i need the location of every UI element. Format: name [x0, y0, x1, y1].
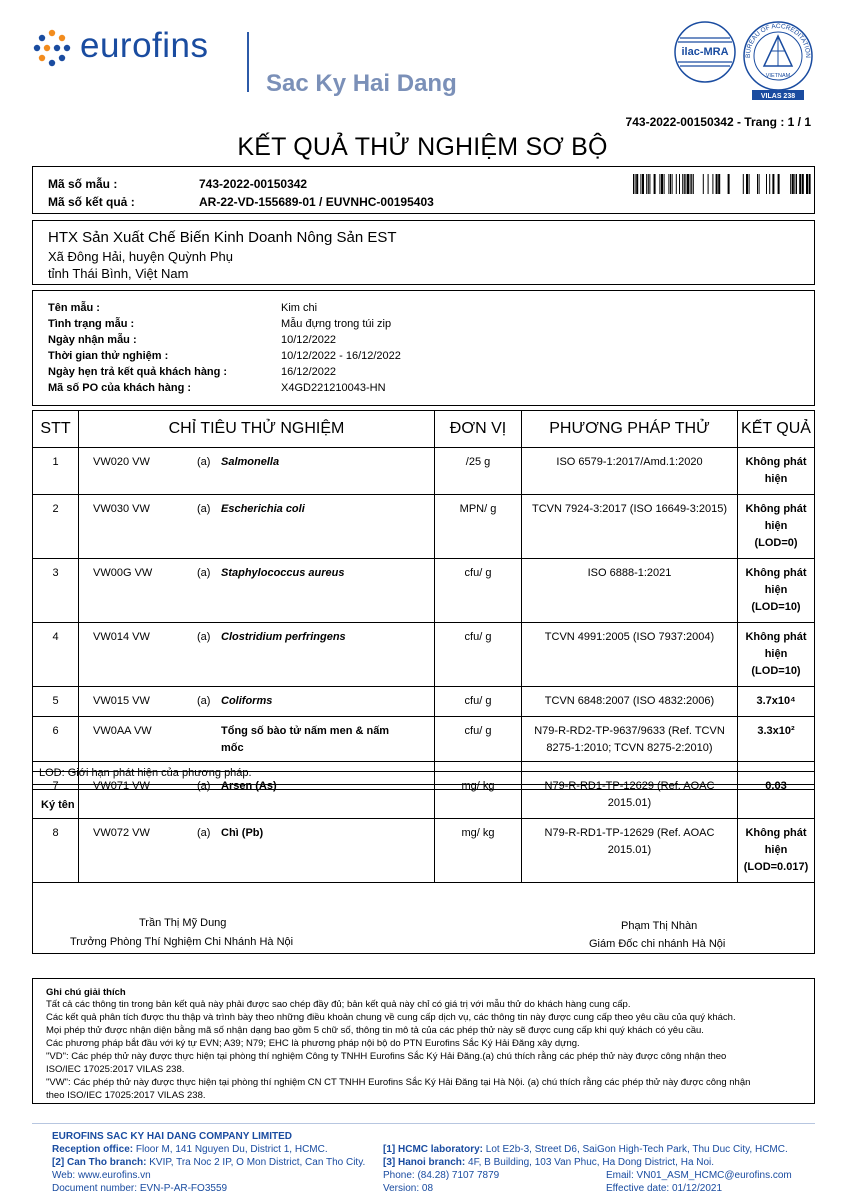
notes-title: Ghi chú giải thích [46, 987, 126, 998]
brand-name: eurofins [80, 26, 209, 65]
test-code: VW071 VW [93, 780, 150, 792]
test-qualifier: (a) [197, 567, 211, 579]
test-code: VW015 VW [93, 695, 150, 707]
row-test [79, 687, 435, 717]
sample-condition-label: Tình trạng mẫu : [48, 318, 135, 330]
footer-effective-date: Effective date: 01/12/2021 [606, 1183, 723, 1194]
test-period-label: Thời gian thử nghiệm : [48, 350, 169, 362]
right-signer-title: Giám Đốc chi nhánh Hà Nội [589, 938, 726, 950]
note-line: Các phương pháp bắt đầu với ký tự EVN; A39; N79; EHC là phương pháp nội bộ do PTN Eurofins Sắc Ký Hải Đăng xây dựng. [46, 1038, 580, 1049]
footer-hanoi-label: [3] Hanoi branch: [383, 1157, 466, 1168]
explanatory-notes-box [32, 978, 815, 1104]
row-stt: 5 [33, 687, 79, 717]
lod-note: LOD: Giới hạn phát hiện của phương pháp. [39, 767, 252, 779]
table-row [33, 495, 815, 559]
footer-hanoi [383, 1157, 714, 1168]
row-stt: 8 [33, 819, 79, 883]
row-unit: cfu/ g [435, 687, 522, 717]
row-result: Không phát hiện [738, 448, 815, 495]
test-name: Chì (Pb) [221, 827, 264, 839]
row-result: 3.7x10⁴ [738, 687, 815, 717]
row-method: TCVN 6848:2007 (ISO 4832:2006) [522, 687, 738, 717]
note-line: Các kết quả phân tích được thu thập và trình bày theo những điều khoản chung về cung cấp dịch vụ, các thông tin này được cung cấp theo yêu cầu của quý khách. [46, 1012, 736, 1023]
client-address-line1: Xã Đông Hải, huyện Quỳnh Phụ [48, 249, 234, 264]
footer-company: EUROFINS SAC KY HAI DANG COMPANY LIMITED [52, 1131, 293, 1142]
footer-reception-address: Floor M, 141 Nguyen Du, District 1, HCMC. [135, 1144, 328, 1155]
eurofins-dots-icon [32, 28, 72, 68]
table-header-row [33, 411, 815, 448]
sample-no-value: 743-2022-00150342 [199, 177, 308, 191]
test-code: VW014 VW [93, 631, 150, 643]
header-test: CHỈ TIÊU THỬ NGHIỆM [79, 411, 435, 448]
row-result: Không phát hiện (LOD=0.017) [738, 819, 815, 883]
test-qualifier: (a) [197, 456, 211, 468]
page-reference: 743-2022-00150342 - Trang : 1 / 1 [625, 115, 811, 129]
row-unit: cfu/ g [435, 559, 522, 623]
logo-divider [247, 32, 249, 92]
test-qualifier: (a) [197, 695, 211, 707]
sample-name-value: Kim chi [281, 302, 318, 314]
row-result: Không phát hiện (LOD=10) [738, 623, 815, 687]
note-line: theo ISO/IEC 17025:2017 VILAS 238. [46, 1090, 206, 1101]
row-stt: 7 [33, 772, 79, 819]
client-box [32, 220, 815, 285]
note-line: ISO/IEC 17025:2017 VILAS 238. [46, 1064, 185, 1075]
row-result: Không phát hiện (LOD=10) [738, 559, 815, 623]
test-code: VW072 VW [93, 827, 150, 839]
row-unit: mg/ kg [435, 772, 522, 819]
sample-name-label: Tên mẫu : [48, 302, 100, 314]
footer-version: Version: 08 [383, 1183, 434, 1194]
note-line: "VD": Các phép thử này được thực hiện tại phòng thí nghiệm Công ty TNHH Eurofins Sắc Ký Hải Đăng.(a) chú thích rằng các phép thử này được công nhận theo [46, 1051, 727, 1062]
document-title: KẾT QUẢ THỬ NGHIỆM SƠ BỘ [237, 133, 608, 161]
test-qualifier: (a) [197, 780, 211, 792]
row-stt: 1 [33, 448, 79, 495]
boa-ring-text: BUREAU OF ACCREDITATION [744, 22, 812, 58]
footer-reception-label: Reception office: [52, 1144, 134, 1155]
boa-country: VIETNAM [765, 73, 791, 79]
header-unit: ĐƠN VỊ [435, 411, 522, 448]
table-row [33, 623, 815, 687]
row-result: 0.03 [738, 772, 815, 819]
test-name: Staphylococcus aureus [221, 567, 345, 579]
footer-email: Email: VN01_ASM_HCMC@eurofins.com [606, 1170, 792, 1181]
footer-docnum: Document number: EVN-P-AR-FO3559 [52, 1183, 228, 1194]
row-result: 3.3x10² [738, 717, 815, 772]
note-line: Mọi phép thử được nhận diện bằng mã số nhận dạng bao gồm 5 chữ số, thông tin mô tả của các phép thử này sẽ được cung cấp khi quý khách có yêu cầu. [46, 1025, 704, 1036]
footer-web: Web: www.eurofins.vn [52, 1170, 151, 1181]
footer-divider [32, 1123, 815, 1124]
row-stt: 2 [33, 495, 79, 559]
right-signer-name: Phạm Thị Nhàn [621, 920, 698, 932]
row-method: N79-R-RD2-TP-9637/9633 (Ref. TCVN 8275-1:2010; TCVN 8275-2:2010) [522, 717, 738, 772]
row-stt: 4 [33, 623, 79, 687]
test-code: VW00G VW [93, 567, 153, 579]
sample-no-label: Mã số mẫu : [48, 177, 118, 191]
signature-box [32, 789, 815, 954]
row-stt: 6 [33, 717, 79, 772]
test-code: VW0AA VW [93, 725, 152, 737]
footer-phone: Phone: (84.28) 7107 7879 [383, 1170, 500, 1181]
lod-note-box [32, 761, 815, 785]
boa-code: VILAS 238 [760, 93, 796, 100]
test-name: Escherichia coli [221, 503, 305, 515]
footer-hcmc-label: [1] HCMC laboratory: [383, 1144, 484, 1155]
test-name: Arsen (As) [221, 780, 277, 792]
sample-info-box [32, 290, 815, 406]
test-qualifier: (a) [197, 631, 211, 643]
po-number-label: Mã số PO của khách hàng : [48, 382, 192, 394]
po-number-value: X4GD221210043-HN [281, 382, 386, 394]
table-row [33, 448, 815, 495]
test-code: VW020 VW [93, 456, 150, 468]
sample-condition-value: Mẫu đựng trong túi zip [281, 318, 392, 330]
due-date-value: 16/12/2022 [281, 366, 337, 378]
row-test [79, 559, 435, 623]
test-name: Salmonella [221, 456, 280, 468]
header-result: KẾT QUẢ [738, 411, 815, 448]
test-name: Tổng số bào tử nấm men & nấm mốc [221, 725, 390, 754]
barcode [633, 174, 811, 194]
row-test [79, 623, 435, 687]
row-unit: MPN/ g [435, 495, 522, 559]
received-date-value: 10/12/2022 [281, 334, 337, 346]
ilac-logo-text: ilac-MRA [681, 46, 729, 58]
row-method: N79-R-RD1-TP-12629 (Ref. AOAC 2015.01) [522, 772, 738, 819]
table-row [33, 559, 815, 623]
footer-hanoi-address: 4F, B Building, 103 Van Phuc, Ha Dong District, Ha Noi. [468, 1157, 715, 1168]
row-method: TCVN 7924-3:2017 (ISO 16649-3:2015) [522, 495, 738, 559]
ilac-mra-logo [670, 20, 740, 84]
client-address-line2: tỉnh Thái Bình, Việt Nam [48, 266, 189, 281]
footer-hcmc-address: Lot E2b-3, Street D6, SaiGon High-Tech Park, Thu Duc City, HCMC. [485, 1144, 788, 1155]
row-test [79, 448, 435, 495]
test-qualifier: (a) [197, 827, 211, 839]
boa-accreditation-seal [742, 20, 814, 100]
row-method: TCVN 4991:2005 (ISO 7937:2004) [522, 623, 738, 687]
test-name: Coliforms [221, 695, 273, 707]
eurofins-logo [32, 26, 232, 70]
due-date-label: Ngày hẹn trả kết quả khách hàng : [48, 366, 228, 378]
test-name: Clostridium perfringens [221, 631, 346, 643]
result-no-value: AR-22-VD-155689-01 / EUVNHC-00195403 [199, 195, 434, 209]
note-line: "VW": Các phép thử này được thực hiện tại phòng thí nghiệm CN CT TNHH Eurofins Sắc Ký Hải Đăng tại Hà Nội. (a) chú thích rằng các phép thử này được công nhận [46, 1077, 751, 1088]
footer-cantho [52, 1157, 365, 1168]
test-period-value: 10/12/2022 - 16/12/2022 [281, 350, 401, 362]
table-row [33, 687, 815, 717]
result-no-label: Mã số kết quả : [48, 195, 135, 209]
row-test [79, 495, 435, 559]
signature-label: Ký tên [41, 799, 75, 811]
client-name: HTX Sản Xuất Chế Biến Kinh Doanh Nông Sản EST [48, 229, 397, 246]
test-code: VW030 VW [93, 503, 150, 515]
row-unit: cfu/ g [435, 623, 522, 687]
lab-name: Sac Ky Hai Dang [266, 70, 457, 97]
footer-hcmc [383, 1144, 788, 1155]
test-qualifier: (a) [197, 503, 211, 515]
row-result: Không phát hiện (LOD=0) [738, 495, 815, 559]
footer-cantho-label: [2] Can Tho branch: [52, 1157, 147, 1168]
footer-cantho-address: KVIP, Tra Noc 2 IP, O Mon District, Can Tho City. [149, 1157, 366, 1168]
left-signer-title: Trưởng Phòng Thí Nghiệm Chi Nhánh Hà Nội [70, 936, 294, 948]
row-method: ISO 6579-1:2017/Amd.1:2020 [522, 448, 738, 495]
row-method: ISO 6888-1:2021 [522, 559, 738, 623]
header-stt: STT [33, 411, 79, 448]
row-stt: 3 [33, 559, 79, 623]
row-unit: /25 g [435, 448, 522, 495]
header-method: PHƯƠNG PHÁP THỬ [522, 411, 738, 448]
note-line: Tất cả các thông tin trong bản kết quả này phải được sao chép đầy đủ; bản kết quả này chỉ có giá trị với mẫu thử do khách hàng cung cấp. [46, 999, 631, 1010]
row-unit: mg/ kg [435, 819, 522, 883]
row-method: N79-R-RD1-TP-12629 (Ref. AOAC 2015.01) [522, 819, 738, 883]
received-date-label: Ngày nhận mẫu : [48, 334, 137, 346]
left-signer-name: Trần Thị Mỹ Dung [139, 917, 227, 929]
footer-reception [52, 1144, 328, 1155]
row-unit: cfu/ g [435, 717, 522, 772]
